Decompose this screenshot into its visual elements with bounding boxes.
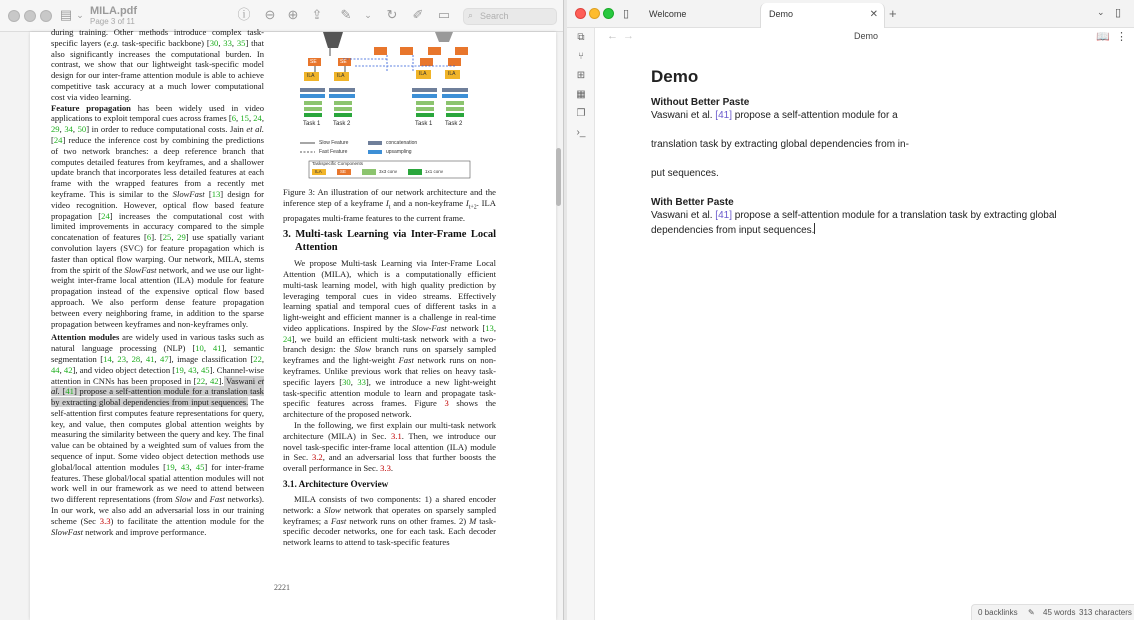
pdf-scrollbar[interactable] [556, 148, 561, 206]
ila-label: ILA [419, 71, 427, 77]
close-window-button[interactable] [575, 8, 586, 19]
zoom-in-icon[interactable]: ⊕ [287, 7, 299, 22]
info-icon[interactable]: ⓘ [237, 7, 251, 22]
legend-upsampling: upsampling [386, 149, 412, 155]
tab-list-chevron-icon[interactable]: ⌄ [1097, 7, 1105, 17]
section-3-1-heading: 3.1. Architecture Overview [283, 479, 389, 490]
chevron-down-icon[interactable]: ⌄ [76, 10, 84, 20]
search-input[interactable]: Search [463, 8, 557, 25]
legend-box-title: Taskspecific Components [312, 161, 364, 166]
figure-3-architecture-diagram [295, 32, 495, 182]
tab-welcome[interactable]: Welcome [649, 9, 687, 19]
share-icon[interactable]: ⇪ [311, 7, 323, 22]
se-label: SE [340, 59, 347, 65]
legend-1x1-conv: 1x1 conv [425, 169, 444, 174]
more-options-icon[interactable]: ⋮ [1116, 31, 1127, 43]
legend-concatenation: concatenation [386, 140, 418, 146]
heading-without-better-paste[interactable]: Without Better Paste [651, 97, 750, 108]
new-tab-icon[interactable]: + [889, 6, 897, 21]
tab-bar [567, 0, 1134, 28]
task1-label: Task 1 [415, 121, 433, 127]
se-block [374, 47, 387, 55]
pasted-line-2[interactable]: translation task by extracting global dependencies from in- [651, 139, 909, 150]
legend-fast-feature: Fast Feature [319, 149, 348, 155]
se-block [400, 47, 413, 55]
backlinks-count[interactable]: 0 backlinks [978, 608, 1018, 617]
minimize-window-button[interactable] [24, 10, 36, 22]
paragraph-following: In the following, we first explain our multi-task network architecture (MILA) in Sec. 3.1. Then, we introduce our novel task-specific inter-frame local attention (ILA) module in Sec. 3.2, and an adversarial loss that further boosts the overall performance in Sec. 3.3. [283, 420, 496, 474]
sidebar-toggle-icon[interactable]: ▤ [59, 7, 73, 22]
file-explorer-icon[interactable]: ⧉ [577, 32, 585, 43]
pasted-line-1[interactable]: Vaswani et al. [41] propose a self-attention module for a [651, 110, 898, 121]
paragraph-feature-propagation: Feature propagation has been widely used in video applications to exploit temporal cues across frames [6, 15, 24, 29, 34, 50] in order to reduce computational costs. Jain et al. [24] reduce the inference cost by combining the predictions of two network branches: a deep reference branch that computes detailed features from keyframes, and a shallower update branch that incorporates less detailed features at each frame with the wrapped features from a recently met keyframe. This is similar to the SlowFast [13] design for video recognition. However, optical flow based feature propagation [24] increases the computational cost with limited improvements in accuracy compared to the simple concatenation of features [6]. [25, 29] use spatially variant convolution layers (SVC) for feature propagation which is faster than optical flow warping. Our network, MILA, stems from the spirit of the SlowFast network, and we use our light-weight inter-frame local attention (ILA) module for feature propagation instead of the expensive optical flow based approach. We also perform dense feature propagation between every neighboring frame, in addition to the sparse propagation between keyframes and non-keyframes only. [51, 102, 264, 329]
minimize-window-button[interactable] [589, 8, 600, 19]
ila-label: ILA [307, 73, 315, 79]
sidebar-toggle-icon[interactable]: ▯ [623, 8, 630, 20]
se-block [455, 47, 468, 55]
calendar-icon[interactable]: ▦ [576, 89, 586, 100]
obsidian-window [567, 0, 1134, 620]
paragraph-intro-tail: during training. Other methods introduce complex task-specific layers (e.g. task-specific backbone) [30, 33, 35] that also significantly increases the computational burden. In contrast, we show that our lightweight task-specific model design for our inter-frame attention module is able to achieve competitive task accuracy at a much lower computational cost via video learning. [51, 27, 265, 102]
paragraph-architecture: MILA consists of two components: 1) a shared encoder network: a Slow network that operates on sparsely sampled keyframes; a Fast network runs on other frames. 2) M task-specific decoder networks, one for each task. Each decoder network learns to attend to task-specific features [283, 494, 496, 548]
page-indicator: Page 3 of 11 [90, 17, 135, 26]
document-title: MILA.pdf [90, 5, 138, 17]
se-label: SE [310, 59, 317, 65]
text-cursor [814, 223, 815, 234]
tab-demo[interactable]: Demo ✕ [760, 3, 885, 28]
ila-label: ILA [337, 73, 345, 79]
markup-icon[interactable]: ✐ [412, 7, 424, 22]
highlight-pen-icon[interactable]: ✎ [340, 7, 352, 22]
maximize-window-button[interactable] [40, 10, 52, 22]
ila-label: ILA [448, 71, 456, 77]
highlight-options-chevron-icon[interactable]: ⌄ [364, 10, 372, 20]
left-ribbon [567, 28, 595, 620]
pdf-right-column [283, 187, 496, 548]
citation-link[interactable]: [41] [715, 110, 732, 121]
form-fill-icon[interactable]: ▭ [437, 7, 451, 22]
legend-ila: ILA [315, 169, 322, 174]
status-bar [971, 604, 1134, 620]
encoder-fast-shape [435, 32, 453, 42]
se-block [448, 58, 461, 66]
note-title[interactable]: Demo [651, 67, 699, 86]
legend-slow-feature: Slow Feature [319, 140, 349, 146]
close-window-button[interactable] [8, 10, 20, 22]
rotate-icon[interactable]: ↻ [386, 7, 398, 22]
search-icon: ⌕ [468, 10, 474, 20]
heading-with-better-paste[interactable]: With Better Paste [651, 197, 734, 208]
task2-label: Task 2 [333, 121, 351, 127]
better-paste-paragraph[interactable]: Vaswani et al. [41] propose a self-attention module for a translation task by extracting global dependencies from input sequences. [651, 210, 1057, 236]
citation-link[interactable]: [41] [715, 210, 732, 221]
edit-icon[interactable]: ✎ [1028, 608, 1035, 617]
back-arrow-icon[interactable]: ← [607, 30, 618, 42]
legend-se: SE [340, 169, 347, 174]
reading-view-icon[interactable]: 📖 [1096, 31, 1110, 43]
encoder-slow-shape [323, 32, 343, 48]
pdf-viewer-window [0, 0, 564, 620]
terminal-icon[interactable]: ›_ [576, 127, 586, 138]
se-block [420, 58, 433, 66]
word-count: 45 words [1043, 608, 1076, 617]
selected-text-highlight[interactable]: Vaswani et al. [41] propose a self-attention module for a translation task by extracting global dependencies from input sequences. [51, 375, 265, 408]
architecture-diagram-svg [295, 32, 495, 182]
pdf-left-column [51, 27, 264, 537]
view-header-title[interactable]: Demo [854, 31, 879, 41]
right-sidebar-toggle-icon[interactable]: ▯ [1115, 7, 1122, 19]
note-editor[interactable] [651, 66, 1071, 238]
zoom-out-icon[interactable]: ⊖ [264, 7, 276, 22]
character-count: 313 characters [1079, 608, 1132, 617]
task2-label: Task 2 [445, 121, 463, 127]
canvas-icon[interactable]: ⊞ [576, 70, 586, 81]
paragraph-attention-modules: Attention modules are widely used in various tasks such as natural language processing (NLP) [10, 41], semantic segmentation [14, 23, 28, 41, 47], image classification [22, 44, 42], and video object detection [19, 43, 45]. Channel-wise attention in CNNs has been proposed in [22, 42]. Vaswani et al. [41] propose a self-attention module for a translation task by extracting global dependencies from input sequences. The self-attention first computes feature representations for query, key, and value, then computes global attention weights by measuring the similarity between the query and key. The final value can be obtained by a weighted sum of values from the sequence of input. Some video object detection methods use global/local attention modules [19, 43, 45] for inter-frame features. These global/local spatial attention modules will not work well in our framework as we need to attend between two different representations (from Slow and Fast networks). In our work, we also add an adversarial loss in our training scheme (Sec 3.3) to facilitate the attention module for the SlowFast network and improve performance. [51, 332, 265, 537]
page-number: 2221 [274, 583, 290, 592]
forward-arrow-icon[interactable]: → [623, 30, 634, 42]
close-tab-icon[interactable]: ✕ [869, 9, 878, 20]
legend-3x3-conv: 3x3 conv [379, 169, 398, 174]
copy-icon[interactable]: ❐ [576, 108, 586, 119]
paragraph-mila-intro: We propose Multi-task Learning via Inter-Frame Local Attention (MILA), which is a computationally efficient multi-task learning model, with high quality prediction by leveraging temporal cues in video streams. Effectively learning spatial and temporal cues of different tasks in a light-weight and efficient manner is a challenge in real-time video applications. Inspired by the Slow-Fast network [13, 24], we build an efficient multi-task network with a two-branch design: the Slow branch runs on sparsely sampled keyframes and the light-weight Fast network runs on non-keyframes. Unlike previous work that relies on heavy task-specific layers [30, 33], we introduce a new light-weight task-specific attention module to learn and propagate task-specific features across frames. Figure 3 shows the architecture of the proposed network. [283, 258, 496, 420]
se-block [428, 47, 441, 55]
section-3-heading: 3. Multi-task Learning via Inter-Frame Local Attention [283, 229, 496, 253]
pdf-page [30, 27, 556, 620]
graph-view-icon[interactable]: ⑂ [578, 51, 584, 62]
pasted-line-3[interactable]: put sequences. [651, 168, 719, 179]
maximize-window-button[interactable] [603, 8, 614, 19]
figure-caption: Figure 3: An illustration of our network architecture and the inference step of a keyframe $I_t$ and a non-keyframe $I_{t+2}$. ILA propagates multi-frame features to the current frame. [283, 187, 497, 224]
task1-label: Task 1 [303, 121, 321, 127]
